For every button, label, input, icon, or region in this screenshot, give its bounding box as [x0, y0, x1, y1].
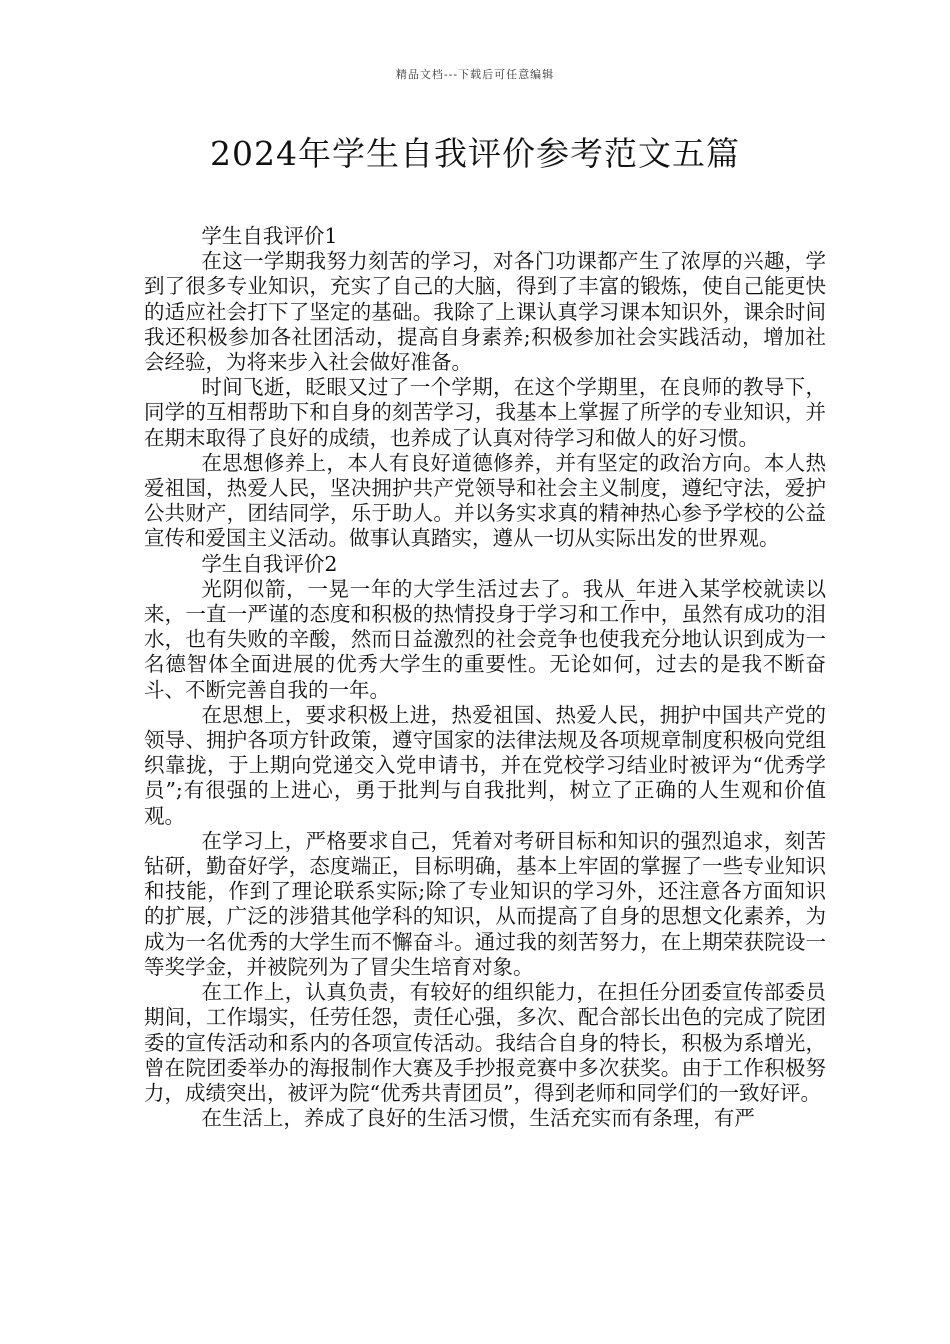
paragraph: 在工作上，认真负责，有较好的组织能力，在担任分团委宣传部委员期间，工作塌实，任劳任怨，责任心强，多次、配合部长出色的完成了院团委的宣传活动和系内的各项宣传活动。我结合自身的特长，积极为系增光，曾在院团委举办的海报制作大赛及手抄报竞赛中多次获奖。由于工作积极努力，成绩突出，被评为院“优秀共青团员”，得到老师和同学们的一致好评。: [144, 980, 826, 1105]
paragraph: 在这一学期我努力刻苦的学习，对各门功课都产生了浓厚的兴趣，学到了很多专业知识，充实了自己的大脑，得到了丰富的锻炼，使自己能更快的适应社会打下了坚定的基础。我除了上课认真学习课本知识外，课余时间我还积极参加各社团活动，提高自身素养;积极参加社会实践活动，增加社会经验，为将来步入社会做好准备。: [144, 249, 826, 375]
paragraph: 在思想上，要求积极上进，热爱祖国、热爱人民，拥护中国共产党的领导、拥护各项方针政策，遵守国家的法律法规及各项规章制度积极向党组织靠拢，于上期向党递交入党申请书，并在党校学习结业时被评为“优秀学员”;有很强的上进心，勇于批判与自我批判，树立了正确的人生观和价值观。: [144, 702, 826, 828]
header-note: 精品文档---下载后可任意编辑: [395, 68, 555, 81]
paragraph: 在思想修养上，本人有良好道德修养，并有坚定的政治方向。本人热爱祖国，热爱人民，坚决拥护共产党领导和社会主义制度，遵纪守法，爱护公共财产，团结同学，乐于助人。并以务实求真的精神热心参予学校的公益宣传和爱国主义活动。做事认真踏实，遵从一切从实际出发的世界观。: [144, 450, 826, 551]
paragraph: 时间飞逝，眨眼又过了一个学期，在这个学期里，在良师的教导下，同学的互相帮助下和自身的刻苦学习，我基本上掌握了所学的专业知识，并在期末取得了良好的成绩，也养成了认真对待学习和做人的好习惯。: [144, 375, 826, 450]
document-body: [144, 224, 826, 1131]
section-heading: 学生自我评价1: [201, 224, 338, 248]
paragraph: 在学习上，严格要求自己，凭着对考研目标和知识的强烈追求，刻苦钻研，勤奋好学，态度端正，目标明确，基本上牢固的掌握了一些专业知识和技能，作到了理论联系实际;除了专业知识的学习外，还注意各方面知识的扩展，广泛的涉猎其他学科的知识，从而提高了自身的思想文化素养，为成为一名优秀的大学生而不懈奋斗。通过我的刻苦努力，在上期荣获院设一等奖学金，并被院列为了冒尖生培育对象。: [144, 828, 826, 979]
paragraph: 在生活上，养成了良好的生活习惯，生活充实而有条理，有严: [201, 1106, 755, 1131]
paragraph: 光阴似箭，一晃一年的大学生活过去了。我从_年进入某学校就读以来，一直一严谨的态度和积极的热情投身于学习和工作中，虽然有成功的泪水，也有失败的辛酸，然而日益激烈的社会竞争也使我充分地认识到成为一名德智体全面进展的优秀大学生的重要性。无论如何，过去的是我不断奋斗、不断完善自我的一年。: [144, 576, 826, 702]
document-title: 2024年学生自我评价参考范文五篇: [210, 134, 740, 173]
section-heading: 学生自我评价2: [201, 551, 338, 576]
